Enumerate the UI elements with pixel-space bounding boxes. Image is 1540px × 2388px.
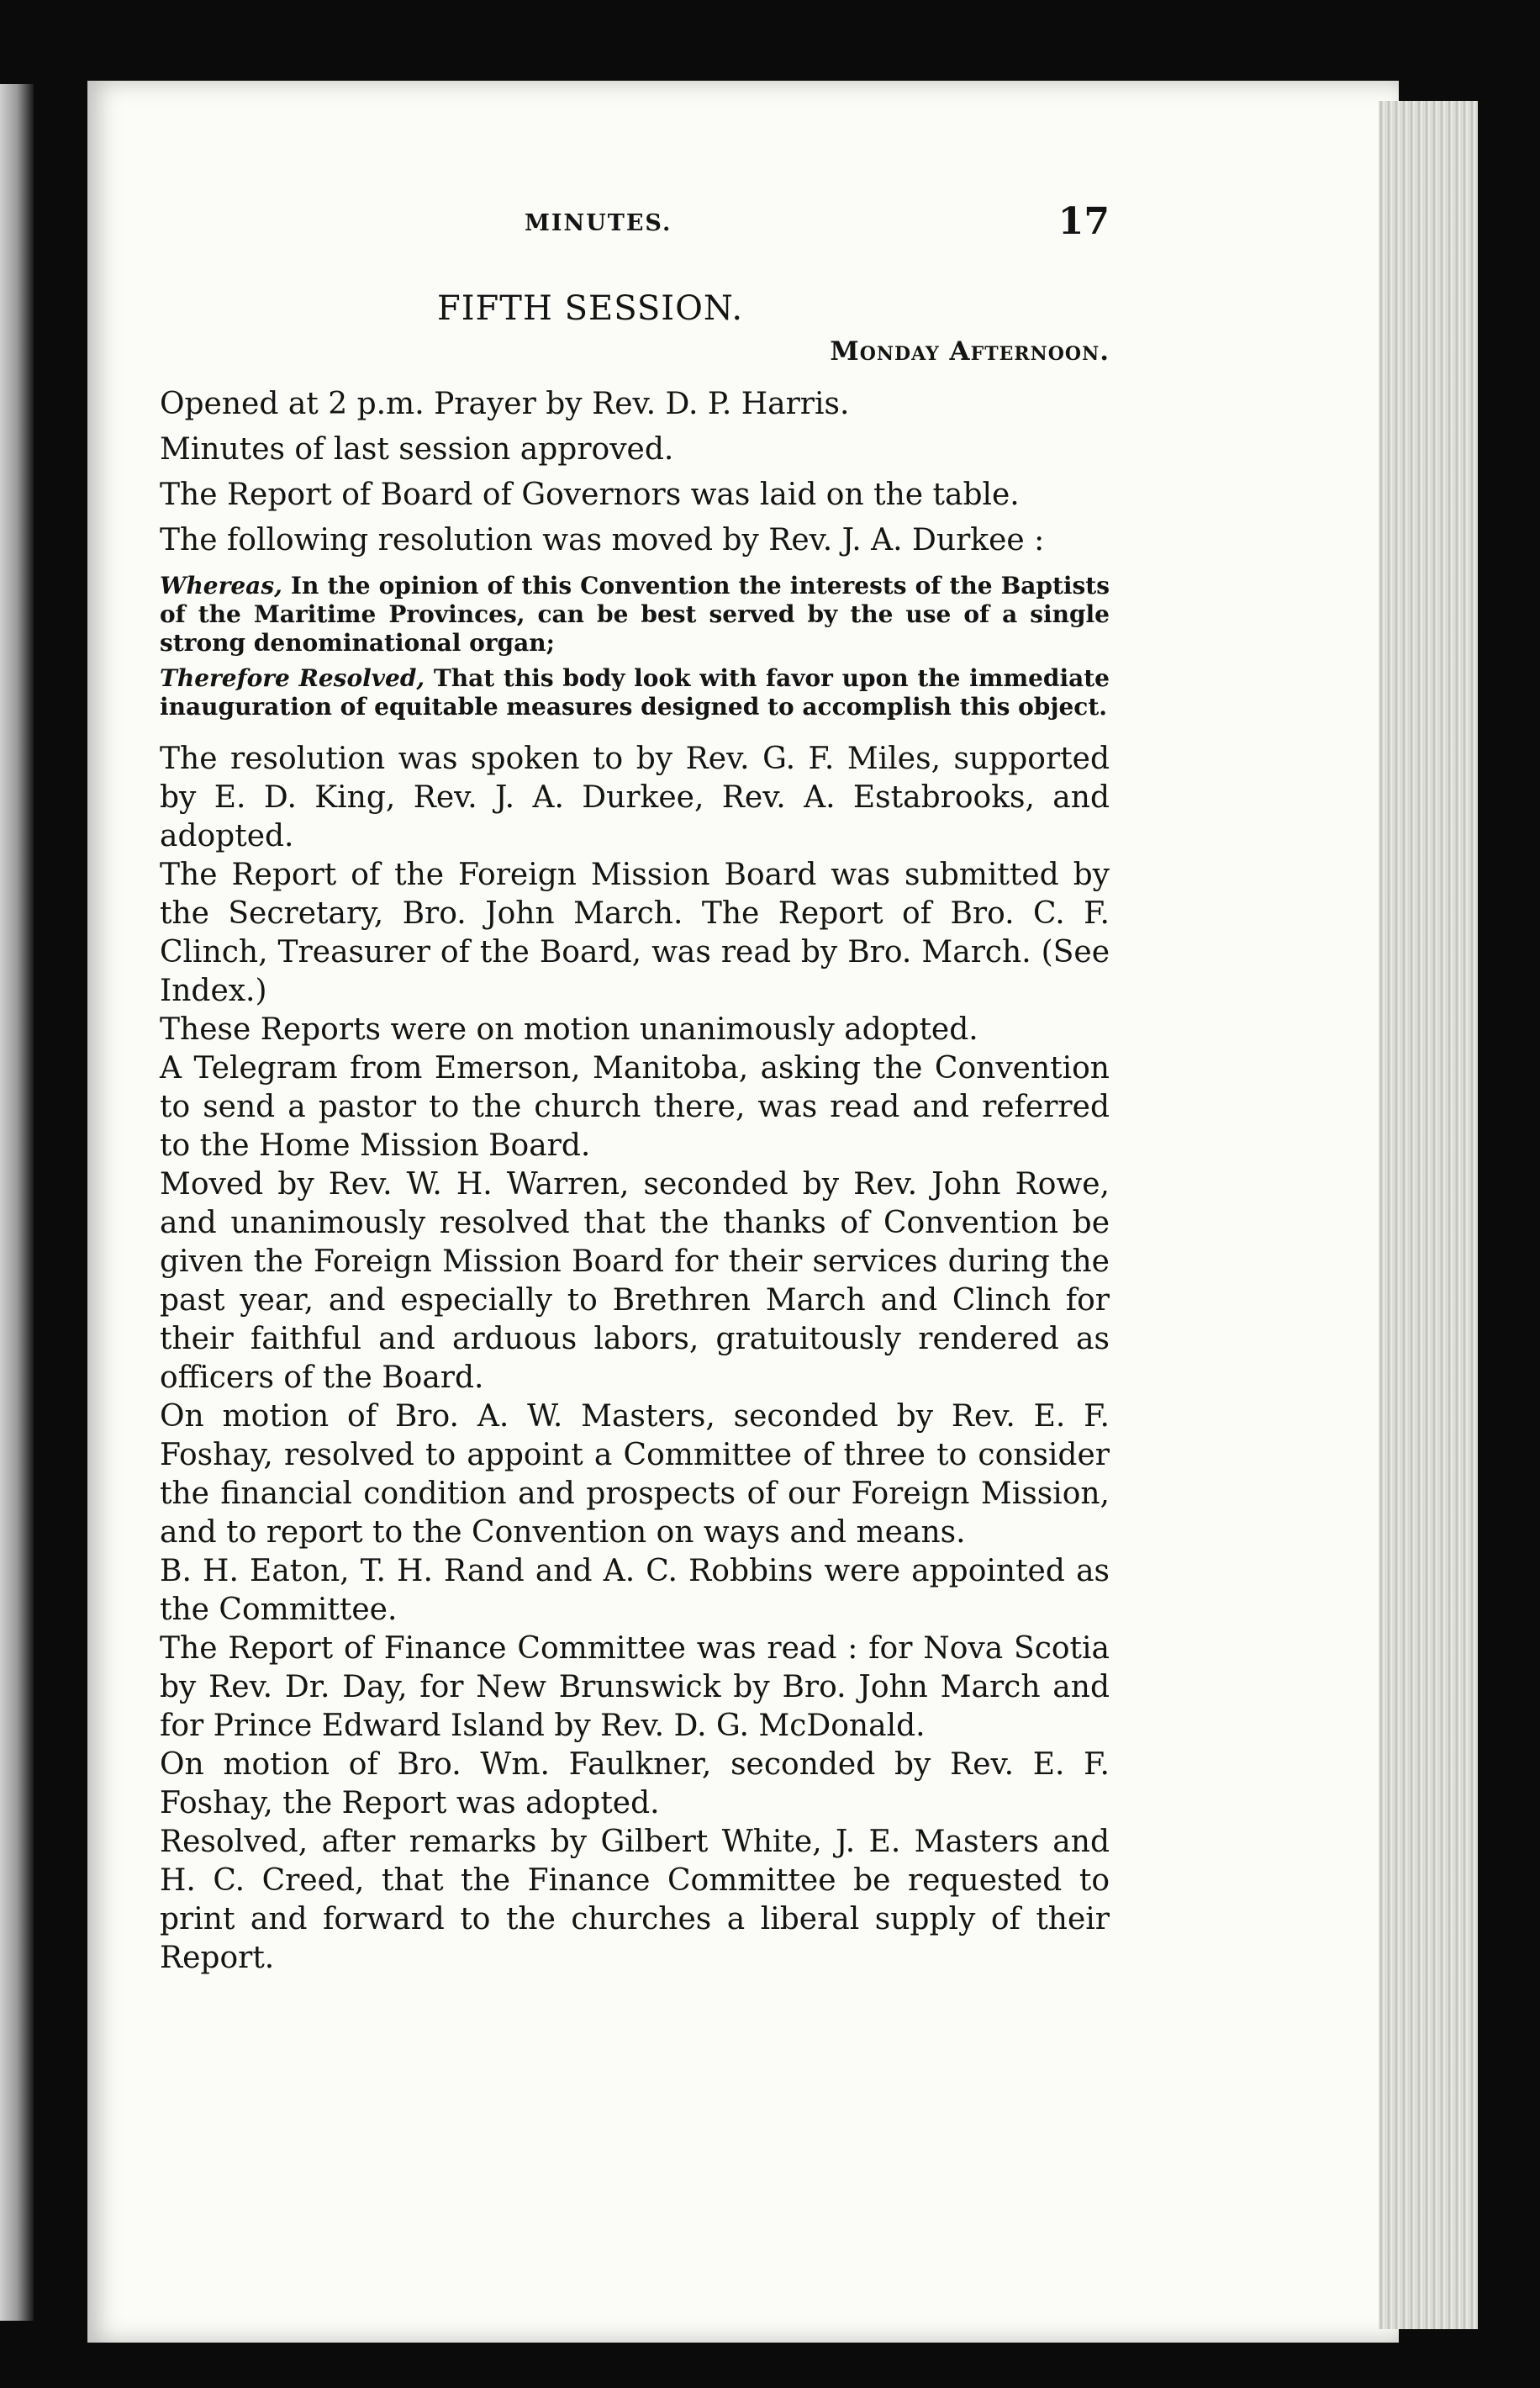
opening-lines xyxy=(160,382,1110,563)
therefore-label: Therefore Resolved, xyxy=(160,664,425,692)
left-page-edge xyxy=(0,84,34,2321)
whereas-text: In the opinion of this Convention the interests of the Baptists of the Maritime Provinces, can be best served by the use of a single strong denominational organ; xyxy=(160,572,1110,657)
opening-line: The following resolution was moved by Rev. J. A. Durkee : xyxy=(160,523,1045,557)
therefore-text: That this body look with favor upon the immediate inauguration of equitable measures designed to accomplish this object. xyxy=(160,664,1110,721)
page-number: 17 xyxy=(1057,200,1110,243)
paragraph: The resolution was spoken to by Rev. G. F. Miles, supported by E. D. King, Rev. J. A. Durkee, Rev. A. Estabrooks, and adopted. xyxy=(160,742,1110,853)
whereas-clause xyxy=(160,572,1110,658)
page-text xyxy=(160,200,1110,1978)
running-title: MINUTES. xyxy=(525,210,672,236)
minutes-body xyxy=(160,740,1110,1978)
page-edges xyxy=(1379,101,1478,2329)
paragraph: The Report of Finance Committee was read : for Nova Scotia by Rev. Dr. Day, for New Brunswick by Bro. John March and for Prince Edward Island by Rev. D. G. McDonald. xyxy=(160,1631,1110,1743)
paragraph: A Telegram from Emerson, Manitoba, asking the Convention to send a pastor to the church there, was read and referred to the Home Mission Board. xyxy=(160,1051,1110,1163)
whereas-label: Whereas, xyxy=(160,572,282,600)
paragraph: The Report of the Foreign Mission Board was submitted by the Secretary, Bro. John March. The Report of Bro. C. F. Clinch, Treasurer of the Board, was read by Bro. March. (See Index.) xyxy=(160,858,1110,1008)
session-time: Monday Afternoon. xyxy=(830,336,1110,367)
session-title: FIFTH SESSION. xyxy=(437,289,744,328)
paragraph: Resolved, after remarks by Gilbert White, J. E. Masters and H. C. Creed, that the Finance Committee be requested to print and forward to the churches a liberal supply of their Report. xyxy=(160,1825,1110,1975)
paragraph: B. H. Eaton, T. H. Rand and A. C. Robbins were appointed as the Committee. xyxy=(160,1554,1110,1627)
paragraph: These Reports were on motion unanimously adopted. xyxy=(160,1012,978,1047)
therefore-clause xyxy=(160,664,1110,721)
opening-line: Opened at 2 p.m. Prayer by Rev. D. P. Harris. xyxy=(160,387,850,421)
paragraph: Moved by Rev. W. H. Warren, seconded by Rev. John Rowe, and unanimously resolved that the thanks of Convention be given the Foreign Mission Board for their services during the past year, and especially to Brethren March and Clinch for their faithful and arduous labors, gratuitously rendered as officers of the Board. xyxy=(160,1167,1110,1395)
page-header xyxy=(160,200,1110,277)
paragraph: On motion of Bro. Wm. Faulkner, seconded by Rev. E. F. Foshay, the Report was adopted. xyxy=(160,1747,1110,1820)
paragraph: On motion of Bro. A. W. Masters, seconded by Rev. E. F. Foshay, resolved to appoint a Committee of three to consider the financial condition and prospects of our Foreign Mission, and to report to the Convention on ways and means. xyxy=(160,1399,1110,1550)
opening-line: Minutes of last session approved. xyxy=(160,432,674,467)
opening-line: The Report of Board of Governors was laid on the table. xyxy=(160,478,1020,512)
resolution-text xyxy=(160,572,1110,721)
